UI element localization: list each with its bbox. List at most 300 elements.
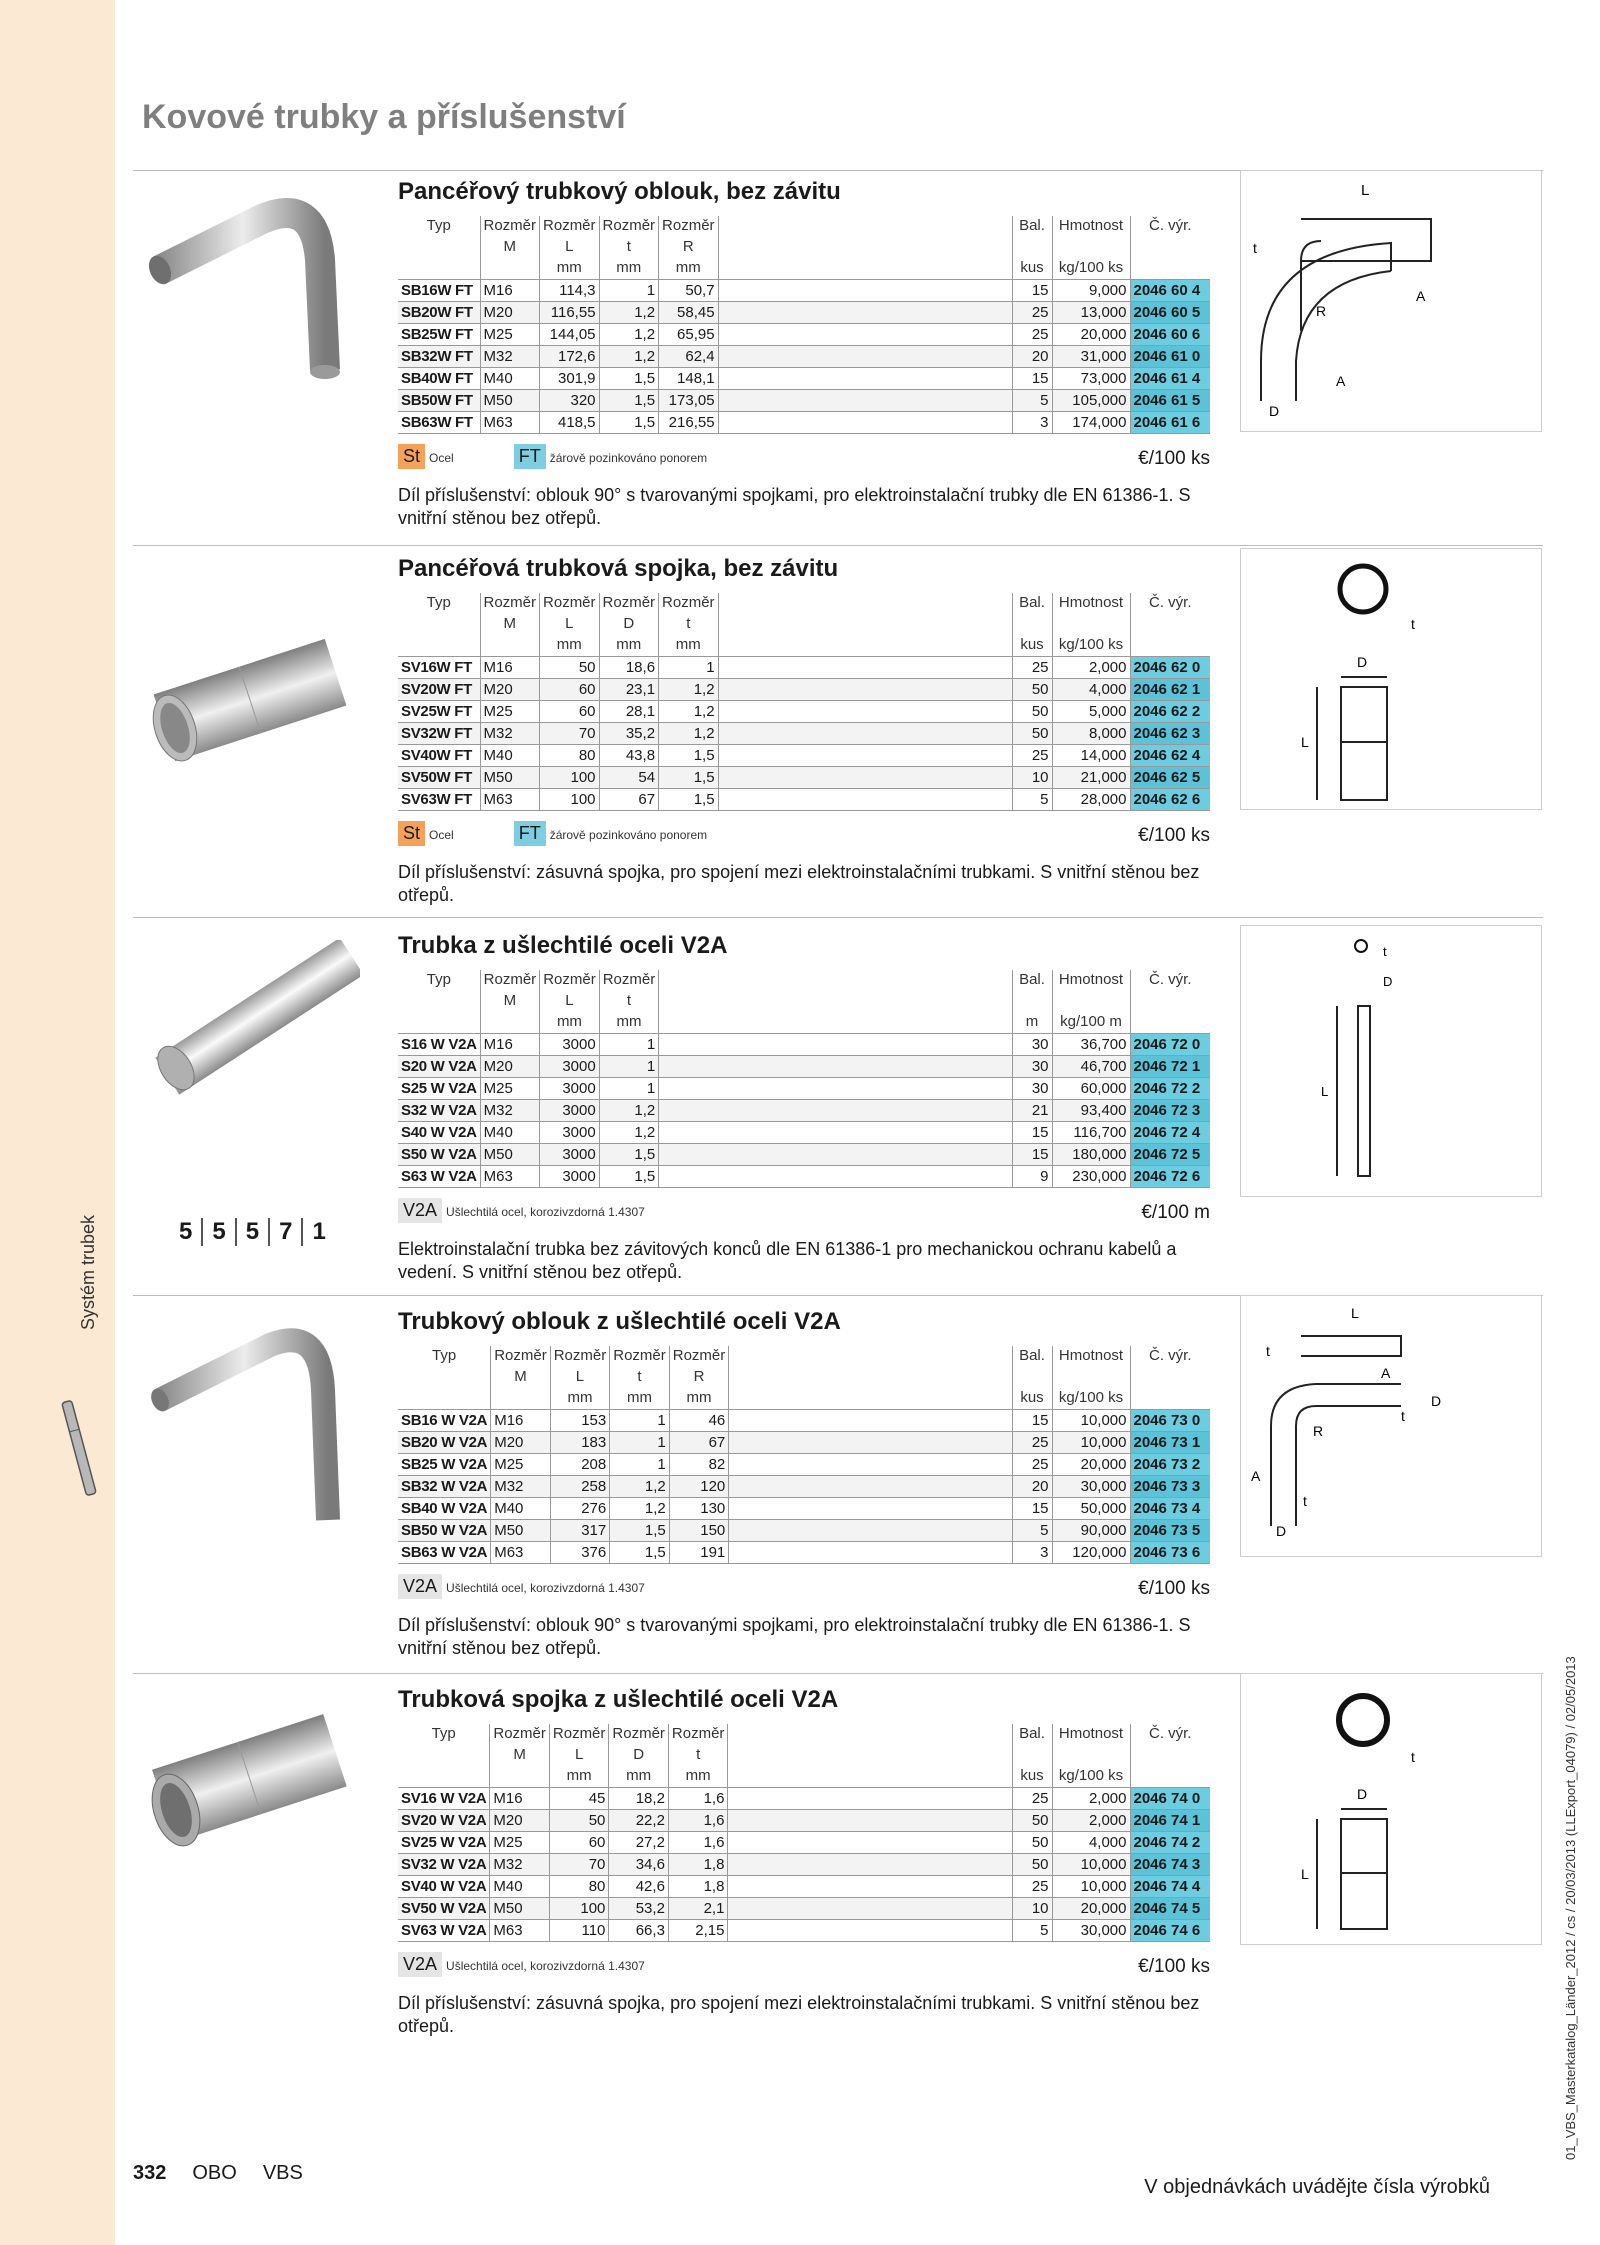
table-cell: 62,4 xyxy=(659,346,719,368)
cell-type: SB25W FT xyxy=(398,324,480,346)
diagram-label: L xyxy=(1301,1866,1309,1882)
cell-article-number: 2046 62 3 xyxy=(1130,723,1210,745)
col-spacer xyxy=(729,1454,1012,1476)
table-row xyxy=(398,1520,1210,1542)
table-cell: 1,6 xyxy=(668,1788,728,1810)
cell-size-m: M16 xyxy=(491,1410,551,1432)
table-cell: 1,2 xyxy=(599,302,659,324)
material-line xyxy=(398,1574,1210,1610)
table-row xyxy=(398,1100,1210,1122)
cell-size-m: M63 xyxy=(480,412,540,434)
table-cell: 43,8 xyxy=(599,745,659,767)
col-header-blank xyxy=(1130,258,1210,280)
table-cell: 174,000 xyxy=(1052,412,1130,434)
col-header-typ: Typ xyxy=(432,1347,457,1364)
col-header-param: L xyxy=(550,1367,610,1388)
table-cell: 50 xyxy=(1012,701,1052,723)
table-cell: 15 xyxy=(1012,1410,1052,1432)
footer-note: V objednávkách uvádějte čísla výrobků xyxy=(1144,2176,1490,2198)
table-cell: 8,000 xyxy=(1052,723,1130,745)
table-cell: 60 xyxy=(549,1832,609,1854)
package-icon: 1 xyxy=(301,1218,334,1246)
col-header-blank xyxy=(398,991,480,1012)
table-cell: 10,000 xyxy=(1052,1854,1130,1876)
table-cell: 42,6 xyxy=(609,1876,669,1898)
material-badge: V2A xyxy=(398,1574,442,1599)
cell-type: SB32 W V2A xyxy=(398,1476,491,1498)
col-header-blank xyxy=(1052,614,1130,635)
col-spacer xyxy=(718,767,1012,789)
footer-code: VBS xyxy=(262,2162,303,2184)
table-cell: 3000 xyxy=(540,1100,600,1122)
cell-type: SV63W FT xyxy=(398,789,480,811)
cell-type: S50 W V2A xyxy=(398,1144,480,1166)
col-spacer xyxy=(659,1144,1012,1166)
col-spacer xyxy=(718,701,1012,723)
col-header-rozmer: Rozměr xyxy=(659,593,719,614)
package-icon: 7 xyxy=(268,1218,301,1246)
product-description: Díl příslušenství: zásuvná spojka, pro spojení mezi elektroinstalačními trubkami. S vnitřní stěnou bez otřepů. xyxy=(398,862,1200,905)
cell-size-m: M40 xyxy=(490,1876,550,1898)
table-row xyxy=(398,1498,1210,1520)
col-header-param: t xyxy=(599,237,659,258)
table-cell: 21,000 xyxy=(1052,767,1130,789)
col-header-blank xyxy=(1012,237,1052,258)
table-cell: 1,2 xyxy=(599,346,659,368)
product-description: Díl příslušenství: oblouk 90° s tvarovanými spojkami, pro elektroinstalační trubky dle EN 61386-1. S vnitřní stěnou bez otřepů. xyxy=(398,1615,1191,1658)
col-header-rozmer: Rozměr xyxy=(668,1724,728,1745)
material-badge: St xyxy=(398,444,425,469)
col-header-unit: kg/100 m xyxy=(1052,1012,1130,1034)
col-header-blank xyxy=(398,258,480,280)
table-cell: 173,05 xyxy=(659,390,719,412)
diagram-label: t xyxy=(1411,616,1415,632)
col-header-param: L xyxy=(540,237,600,258)
col-spacer xyxy=(718,324,1012,346)
table-cell: 25 xyxy=(1012,1876,1052,1898)
table-cell: 301,9 xyxy=(540,368,600,390)
table-cell: 18,2 xyxy=(609,1788,669,1810)
table-cell: 3000 xyxy=(540,1122,600,1144)
price-unit: €/100 ks xyxy=(1138,448,1210,469)
table-row xyxy=(398,657,1210,679)
col-spacer xyxy=(718,280,1012,302)
cell-article-number: 2046 60 5 xyxy=(1130,302,1210,324)
table-cell: 1,5 xyxy=(599,1166,659,1188)
col-header-bal: Bal. xyxy=(1012,970,1052,991)
table-row xyxy=(398,1432,1210,1454)
col-header-typ: Typ xyxy=(426,217,451,234)
col-header-unit xyxy=(490,1766,550,1788)
col-spacer xyxy=(659,1034,1012,1056)
table-cell: 5 xyxy=(1012,390,1052,412)
cell-size-m: M50 xyxy=(480,390,540,412)
col-spacer xyxy=(659,1166,1012,1188)
table-row xyxy=(398,1876,1210,1898)
cell-size-m: M32 xyxy=(480,1100,540,1122)
cell-size-m: M40 xyxy=(480,1122,540,1144)
table-row xyxy=(398,368,1210,390)
table-cell: 120,000 xyxy=(1052,1542,1130,1564)
table-cell: 10 xyxy=(1012,767,1052,789)
table-cell: 3000 xyxy=(540,1166,600,1188)
col-spacer xyxy=(729,1367,1012,1388)
col-header-blank xyxy=(1130,635,1210,657)
cell-type: SV40W FT xyxy=(398,745,480,767)
table-cell: 50 xyxy=(549,1810,609,1832)
col-header-rozmer: Rozměr xyxy=(480,593,540,614)
diagram-label: L xyxy=(1361,182,1370,199)
col-header-unit: kus xyxy=(1012,258,1052,280)
product-description: Elektroinstalační trubka bez závitových konců dle EN 61386-1 pro mechanickou ochranu kabelů a vedení. S vnitřní stěnou bez otřepů. xyxy=(398,1239,1177,1282)
table-cell: 1 xyxy=(599,1056,659,1078)
table-cell: 73,000 xyxy=(1052,368,1130,390)
material-line xyxy=(398,821,1210,857)
table-cell: 30 xyxy=(1012,1056,1052,1078)
table-cell: 80 xyxy=(540,745,600,767)
table-cell: 130 xyxy=(669,1498,729,1520)
col-header-unit: kg/100 ks xyxy=(1052,1766,1130,1788)
col-header-hmotnost: Hmotnost xyxy=(1052,970,1130,991)
col-header-param: t xyxy=(599,991,659,1012)
sidebar-band xyxy=(0,0,115,2245)
col-header-unit xyxy=(480,1012,540,1034)
col-header-rozmer: Rozměr xyxy=(540,970,600,991)
cell-article-number: 2046 73 4 xyxy=(1130,1498,1210,1520)
cell-article-number: 2046 61 0 xyxy=(1130,346,1210,368)
table-cell: 116,55 xyxy=(540,302,600,324)
col-spacer xyxy=(659,970,1012,991)
col-header-blank xyxy=(1130,614,1210,635)
col-header-rozmer: Rozměr xyxy=(540,593,600,614)
col-header-unit: mm xyxy=(669,1388,729,1410)
col-header-unit: kus xyxy=(1012,1388,1052,1410)
table-cell: 10 xyxy=(1012,1898,1052,1920)
table-cell: 183 xyxy=(550,1432,610,1454)
col-spacer xyxy=(728,1766,1012,1788)
col-spacer xyxy=(729,1346,1012,1367)
table-cell: 50 xyxy=(540,657,600,679)
col-header-typ: Typ xyxy=(426,971,451,988)
col-spacer xyxy=(718,723,1012,745)
package-icons xyxy=(170,1218,335,1246)
cell-article-number: 2046 73 0 xyxy=(1130,1410,1210,1432)
table-cell: 3000 xyxy=(540,1078,600,1100)
col-header-unit: mm xyxy=(659,258,719,280)
col-spacer xyxy=(728,1745,1012,1766)
col-header-blank xyxy=(398,1388,491,1410)
material-badge: V2A xyxy=(398,1198,442,1223)
price-unit: €/100 ks xyxy=(1138,825,1210,846)
col-header-blank xyxy=(398,1745,490,1766)
col-spacer xyxy=(718,346,1012,368)
cell-type: S25 W V2A xyxy=(398,1078,480,1100)
col-header-blank xyxy=(1012,1745,1052,1766)
table-row xyxy=(398,1166,1210,1188)
cell-article-number: 2046 74 0 xyxy=(1130,1788,1210,1810)
cell-article-number: 2046 74 2 xyxy=(1130,1832,1210,1854)
col-header-param: t xyxy=(668,1745,728,1766)
table-cell: 46 xyxy=(669,1410,729,1432)
product-photo-coupling-v2a xyxy=(140,1690,360,1870)
diagram-label: t xyxy=(1401,1408,1405,1424)
col-header-blank xyxy=(1130,1367,1210,1388)
table-row xyxy=(398,346,1210,368)
col-header-unit: mm xyxy=(540,635,600,657)
col-header-blank xyxy=(398,1766,490,1788)
col-header-rozmer: Rozměr xyxy=(540,216,600,237)
cell-article-number: 2046 74 6 xyxy=(1130,1920,1210,1942)
package-icon: 5 xyxy=(179,1218,193,1245)
col-header-param: M xyxy=(480,237,540,258)
table-cell: 25 xyxy=(1012,1432,1052,1454)
table-row xyxy=(398,390,1210,412)
col-spacer xyxy=(659,1056,1012,1078)
col-spacer xyxy=(718,593,1012,614)
col-header-blank xyxy=(398,635,480,657)
table-cell: 1,5 xyxy=(659,745,719,767)
table-row xyxy=(398,1810,1210,1832)
table-row xyxy=(398,745,1210,767)
table-row xyxy=(398,1476,1210,1498)
cell-type: SB40 W V2A xyxy=(398,1498,491,1520)
cell-size-m: M50 xyxy=(480,767,540,789)
cell-type: S20 W V2A xyxy=(398,1056,480,1078)
col-header-blank xyxy=(1052,237,1130,258)
cell-article-number: 2046 73 1 xyxy=(1130,1432,1210,1454)
table-cell: 1,8 xyxy=(668,1854,728,1876)
table-cell: 1,5 xyxy=(610,1542,670,1564)
table-cell: 15 xyxy=(1012,368,1052,390)
col-spacer xyxy=(718,302,1012,324)
cell-type: SB50W FT xyxy=(398,390,480,412)
col-spacer xyxy=(659,991,1012,1012)
material-line xyxy=(398,444,1210,480)
table-cell: 54 xyxy=(599,767,659,789)
cell-article-number: 2046 73 3 xyxy=(1130,1476,1210,1498)
table-cell: 258 xyxy=(550,1476,610,1498)
cell-type: SV32 W V2A xyxy=(398,1854,490,1876)
cell-size-m: M40 xyxy=(480,368,540,390)
cell-article-number: 2046 74 5 xyxy=(1130,1898,1210,1920)
cell-size-m: M25 xyxy=(490,1832,550,1854)
cell-type: SV40 W V2A xyxy=(398,1876,490,1898)
col-header-cvyr: Č. výr. xyxy=(1130,593,1210,614)
cell-size-m: M16 xyxy=(480,280,540,302)
diagram-label: A xyxy=(1381,1365,1391,1381)
table-cell: 3 xyxy=(1012,1542,1052,1564)
cell-type: SV50 W V2A xyxy=(398,1898,490,1920)
col-header-bal: Bal. xyxy=(1012,1346,1052,1367)
diagram-label: t xyxy=(1383,944,1387,959)
table-cell: 46,700 xyxy=(1052,1056,1130,1078)
col-header-blank xyxy=(1130,991,1210,1012)
table-cell: 150 xyxy=(669,1520,729,1542)
material-label: žárově pozinkováno ponorem xyxy=(549,451,708,465)
product-section xyxy=(398,555,1210,907)
table-cell: 1,2 xyxy=(599,324,659,346)
table-cell: 1,2 xyxy=(659,701,719,723)
cell-type: SV20W FT xyxy=(398,679,480,701)
table-cell: 317 xyxy=(550,1520,610,1542)
col-spacer xyxy=(729,1476,1012,1498)
col-spacer xyxy=(728,1854,1012,1876)
spec-table xyxy=(398,1724,1210,1942)
table-cell: 30,000 xyxy=(1052,1476,1130,1498)
col-header-unit xyxy=(491,1388,551,1410)
cell-size-m: M50 xyxy=(491,1520,551,1542)
table-cell: 1,2 xyxy=(599,1122,659,1144)
material-label: Ocel xyxy=(429,451,454,465)
col-spacer xyxy=(729,1520,1012,1542)
table-cell: 70 xyxy=(549,1854,609,1876)
table-row xyxy=(398,1920,1210,1942)
col-spacer xyxy=(728,1788,1012,1810)
col-header-blank xyxy=(1130,237,1210,258)
cell-type: SB50 W V2A xyxy=(398,1520,491,1542)
section-title: Trubkový oblouk z ušlechtilé oceli V2A xyxy=(398,1308,841,1335)
table-cell: 50,000 xyxy=(1052,1498,1130,1520)
table-row xyxy=(398,1898,1210,1920)
table-cell: 30,000 xyxy=(1052,1920,1130,1942)
table-cell: 27,2 xyxy=(609,1832,669,1854)
cell-article-number: 2046 72 1 xyxy=(1130,1056,1210,1078)
col-header-rozmer: Rozměr xyxy=(549,1724,609,1745)
col-header-unit: kg/100 ks xyxy=(1052,635,1130,657)
price-unit: €/100 m xyxy=(1141,1202,1210,1223)
col-spacer xyxy=(659,1122,1012,1144)
table-cell: 30 xyxy=(1012,1034,1052,1056)
cell-size-m: M63 xyxy=(480,789,540,811)
col-header-param: t xyxy=(610,1367,670,1388)
material-label: Ušlechtilá ocel, korozivzdorná 1.4307 xyxy=(446,1205,645,1219)
cell-article-number: 2046 61 4 xyxy=(1130,368,1210,390)
material-line xyxy=(398,1198,1210,1234)
col-header-param: M xyxy=(491,1367,551,1388)
cell-article-number: 2046 73 5 xyxy=(1130,1520,1210,1542)
table-cell: 22,2 xyxy=(609,1810,669,1832)
col-header-unit: mm xyxy=(609,1766,669,1788)
table-cell: 60 xyxy=(540,701,600,723)
col-header-param: D xyxy=(599,614,659,635)
product-photo-coupling xyxy=(140,620,360,780)
material-badge: FT xyxy=(514,444,546,469)
cell-article-number: 2046 72 4 xyxy=(1130,1122,1210,1144)
diagram-tube xyxy=(1240,925,1542,1197)
col-header-blank xyxy=(398,1012,480,1034)
cell-article-number: 2046 60 6 xyxy=(1130,324,1210,346)
product-section xyxy=(398,178,1210,530)
table-cell: 1,5 xyxy=(599,368,659,390)
table-row xyxy=(398,1056,1210,1078)
table-cell: 15 xyxy=(1012,1144,1052,1166)
product-photo-bend xyxy=(140,190,360,410)
table-cell: 28,000 xyxy=(1052,789,1130,811)
col-spacer xyxy=(718,258,1012,280)
cell-article-number: 2046 73 6 xyxy=(1130,1542,1210,1564)
col-header-typ: Typ xyxy=(431,1725,456,1742)
cell-type: S63 W V2A xyxy=(398,1166,480,1188)
table-cell: 180,000 xyxy=(1052,1144,1130,1166)
table-cell: 25 xyxy=(1012,657,1052,679)
table-row xyxy=(398,723,1210,745)
spec-table xyxy=(398,970,1210,1188)
table-cell: 90,000 xyxy=(1052,1520,1130,1542)
col-header-hmotnost: Hmotnost xyxy=(1052,593,1130,614)
table-cell: 15 xyxy=(1012,1122,1052,1144)
col-header-unit xyxy=(480,635,540,657)
table-row xyxy=(398,1144,1210,1166)
table-cell: 1,5 xyxy=(610,1520,670,1542)
table-cell: 114,3 xyxy=(540,280,600,302)
col-header-blank xyxy=(1052,1367,1130,1388)
table-row xyxy=(398,412,1210,434)
table-cell: 50 xyxy=(1012,723,1052,745)
table-cell: 20,000 xyxy=(1052,324,1130,346)
table-row xyxy=(398,1788,1210,1810)
col-spacer xyxy=(729,1498,1012,1520)
col-spacer xyxy=(729,1542,1012,1564)
table-cell: 1 xyxy=(610,1432,670,1454)
material-label: Ušlechtilá ocel, korozivzdorná 1.4307 xyxy=(446,1959,645,1973)
col-header-blank xyxy=(1130,1388,1210,1410)
table-cell: 9 xyxy=(1012,1166,1052,1188)
col-spacer xyxy=(729,1410,1012,1432)
col-header-unit: mm xyxy=(610,1388,670,1410)
cell-type: SB16W FT xyxy=(398,280,480,302)
diagram-label: A xyxy=(1251,1468,1261,1484)
table-cell: 120 xyxy=(669,1476,729,1498)
col-header-rozmer: Rozměr xyxy=(491,1346,551,1367)
table-cell: 1,6 xyxy=(668,1810,728,1832)
spec-table xyxy=(398,1346,1210,1564)
col-header-unit xyxy=(480,258,540,280)
table-cell: 20,000 xyxy=(1052,1454,1130,1476)
col-spacer xyxy=(659,1012,1012,1034)
table-cell: 1,5 xyxy=(599,412,659,434)
col-header-blank xyxy=(1012,614,1052,635)
col-header-hmotnost: Hmotnost xyxy=(1052,1346,1130,1367)
col-header-unit: mm xyxy=(540,258,600,280)
col-header-cvyr: Č. výr. xyxy=(1130,1724,1210,1745)
table-row xyxy=(398,324,1210,346)
table-cell: 20,000 xyxy=(1052,1898,1130,1920)
table-cell: 144,05 xyxy=(540,324,600,346)
table-cell: 1 xyxy=(659,657,719,679)
table-cell: 1,8 xyxy=(668,1876,728,1898)
product-photo-tube xyxy=(140,940,360,1100)
cell-type: SB63W FT xyxy=(398,412,480,434)
col-spacer xyxy=(728,1724,1012,1745)
table-row xyxy=(398,1454,1210,1476)
table-row xyxy=(398,1410,1210,1432)
table-row xyxy=(398,789,1210,811)
footer-brand: OBO xyxy=(192,2162,237,2184)
spec-table xyxy=(398,216,1210,434)
table-cell: 4,000 xyxy=(1052,679,1130,701)
table-cell: 2,000 xyxy=(1052,1788,1130,1810)
cell-article-number: 2046 73 2 xyxy=(1130,1454,1210,1476)
table-cell: 1,5 xyxy=(659,789,719,811)
cell-type: SB20W FT xyxy=(398,302,480,324)
col-spacer xyxy=(718,390,1012,412)
col-header-unit: mm xyxy=(540,1012,600,1034)
table-cell: 93,400 xyxy=(1052,1100,1130,1122)
cell-article-number: 2046 62 2 xyxy=(1130,701,1210,723)
col-header-param: L xyxy=(540,991,600,1012)
table-row xyxy=(398,1078,1210,1100)
cell-size-m: M16 xyxy=(480,657,540,679)
